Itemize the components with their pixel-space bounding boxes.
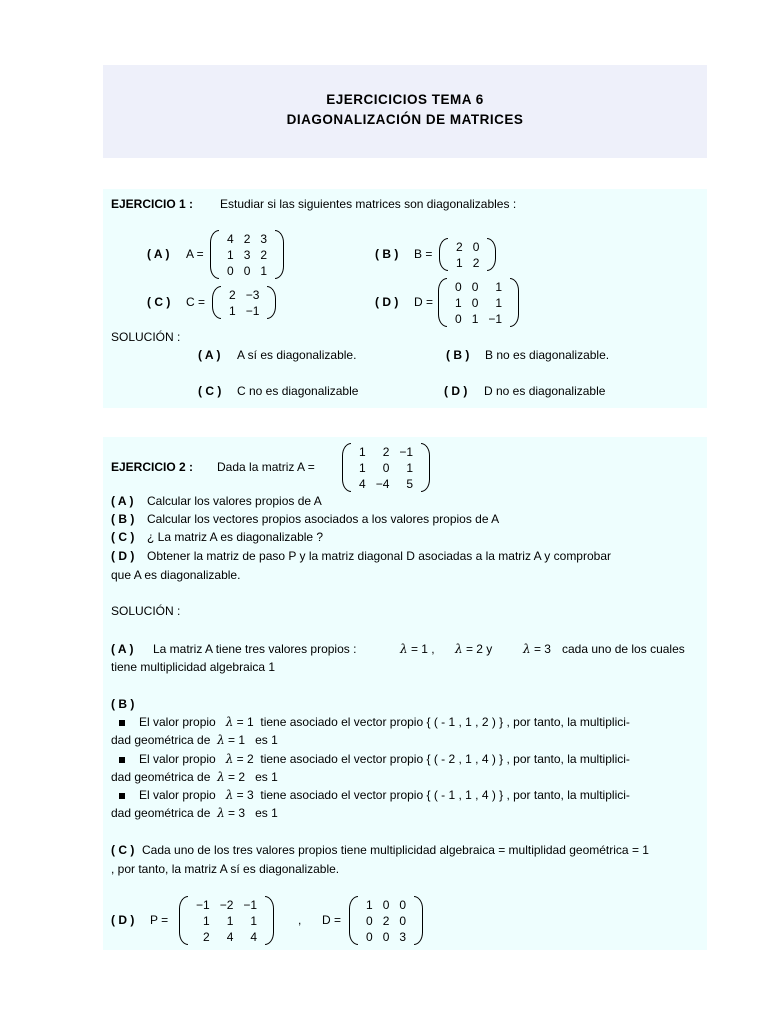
matrix-cell: 2 <box>229 287 236 302</box>
sol2-b-item-2: El valor propio λ = 2 tiene asociado el vector propio { ( - 2 , 1 , 4 ) } , por tanto, la multiplici- <box>119 752 630 766</box>
right-paren <box>421 443 430 492</box>
sol2-a-line2: tiene multiplicidad algebraica 1 <box>111 660 276 674</box>
sol-c-text: C no es diagonalizable <box>237 384 359 398</box>
right-paren <box>267 286 276 319</box>
matrix-cell: 1 <box>495 295 503 310</box>
part-c-tag: ( C ) <box>111 530 135 544</box>
matrix-cell: 0 <box>382 929 390 944</box>
lambda-symbol: λ <box>225 715 234 729</box>
bullet-icon <box>119 720 125 726</box>
lambda-symbol: λ <box>217 806 225 820</box>
matrix-cell: 3 <box>243 247 251 262</box>
matrix-cell: 3 <box>399 929 407 944</box>
matrix-cell: 0 <box>471 295 479 310</box>
matrix-cell: −1 <box>245 303 260 318</box>
sol-a-tag: ( A ) <box>198 348 221 362</box>
sol-a-text: A sí es diagonalizable. <box>237 348 357 362</box>
sol2-c-line2: , por tanto, la matriz A sí es diagonalizable. <box>111 862 340 876</box>
sol-c-tag: ( C ) <box>198 384 222 398</box>
right-paren <box>275 230 284 279</box>
matrix-cell: 1 <box>495 279 503 294</box>
part-b-text: Calcular los vectores propios asociados a los valores propios de A <box>147 512 500 526</box>
matrix-cell: 1 <box>250 913 258 928</box>
matrix-d <box>438 278 519 327</box>
matrix-cell: 0 <box>366 913 373 928</box>
matrix-separator: , <box>298 913 302 927</box>
matrix-cell: 4 <box>359 476 366 491</box>
matrix-cell: 2 <box>203 929 210 944</box>
matrix-d-diagonal <box>349 896 423 945</box>
left-paren <box>349 896 358 945</box>
matrix-cell: 2 <box>382 444 390 459</box>
matrix-cell: 0 <box>399 913 407 928</box>
lambda-symbol: λ <box>225 788 234 802</box>
part-c-text: ¿ La matriz A es diagonalizable ? <box>147 530 324 544</box>
right-paren <box>487 238 496 271</box>
left-paren <box>438 278 447 327</box>
exercise-1-panel <box>103 189 707 408</box>
left-paren <box>179 896 188 945</box>
sol2-a-post: cada uno de los cuales <box>562 642 685 656</box>
matrix-a <box>210 230 284 279</box>
right-paren <box>510 278 519 327</box>
matrix-cell: 1 <box>229 303 236 318</box>
title-panel <box>103 65 707 158</box>
solution-2-label: SOLUCIÓN : <box>111 604 181 618</box>
matrix-cell: 1 <box>260 263 268 278</box>
solution-1-label: SOLUCIÓN : <box>111 330 181 344</box>
bullet-icon <box>119 757 125 763</box>
exercise-2-given: Dada la matriz A = <box>217 460 315 474</box>
item-c-tag: ( C ) <box>147 295 171 309</box>
matrix-cell: 1 <box>455 295 462 310</box>
item-a-tag: ( A ) <box>147 247 170 261</box>
matrix-cell: 0 <box>243 263 251 278</box>
lambda-symbol: λ <box>455 642 463 656</box>
sol2-a-tag: ( A ) <box>111 642 134 656</box>
lambda-symbol: λ <box>225 752 234 766</box>
matrix-cell: 1 <box>359 444 366 459</box>
matrix-p <box>179 896 274 945</box>
matrix-cell: −1 <box>488 311 503 326</box>
matrix-cell: −1 <box>243 897 258 912</box>
matrix-cell: 0 <box>455 311 462 326</box>
part-b-tag: ( B ) <box>111 512 135 526</box>
sol2-b-item-1-cont: dad geométrica de λ = 1 es 1 <box>111 733 278 747</box>
matrix-cell: 2 <box>260 247 268 262</box>
matrix-cell: 1 <box>471 311 479 326</box>
item-d-tag: ( D ) <box>375 295 399 309</box>
matrix-cell: 0 <box>382 897 390 912</box>
sol-d-tag: ( D ) <box>444 384 468 398</box>
sol2-b-tag: ( B ) <box>111 697 135 711</box>
matrix-cell: 4 <box>227 231 234 246</box>
matrix-cell: 0 <box>399 897 407 912</box>
sol2-c-tag: ( C ) <box>111 843 135 857</box>
matrix-b <box>439 238 496 271</box>
item-c-name: C = <box>186 295 206 309</box>
sol-d-text: D no es diagonalizable <box>484 384 606 398</box>
matrix-cell: −2 <box>219 897 234 912</box>
part-d-continuation: que A es diagonalizable. <box>111 568 241 582</box>
item-b-tag: ( B ) <box>375 247 399 261</box>
exercise-1-statement: Estudiar si las siguientes matrices son diagonalizables : <box>220 197 517 211</box>
title-line-2: DIAGONALIZACIÓN DE MATRICES <box>286 112 524 127</box>
matrix-cell: −1 <box>196 897 210 912</box>
right-paren <box>414 896 423 945</box>
matrix-cell: 2 <box>382 913 390 928</box>
matrix-cell: 5 <box>406 476 414 491</box>
matrix-cell: 2 <box>472 255 480 270</box>
exercise-2-label: EJERCICIO 2 : <box>111 460 194 474</box>
matrix-cell: 1 <box>359 460 366 475</box>
lambda-symbol: λ <box>400 642 408 656</box>
item-d-name: D = <box>414 295 434 309</box>
sol2-b-item-3: El valor propio λ = 3 tiene asociado el vector propio { ( - 1 , 1 , 4 ) } , por tanto, la multiplici- <box>119 788 630 802</box>
item-a-name: A = <box>186 247 204 261</box>
matrix-cell: 4 <box>226 929 234 944</box>
matrix-cell: 3 <box>260 231 268 246</box>
part-d-text: Obtener la matriz de paso P y la matriz diagonal D asociadas a la matriz A y comprobar <box>147 549 611 563</box>
matrix-cell: 0 <box>471 279 479 294</box>
matrix-cell: 1 <box>227 247 234 262</box>
matrix-d-name: D = <box>322 913 342 927</box>
sol2-a-pre: La matriz A tiene tres valores propios : <box>153 642 357 656</box>
left-paren <box>212 286 221 319</box>
sol2-a-eigen-2: λ = 2 y <box>455 642 493 656</box>
lambda-symbol: λ <box>217 733 225 747</box>
left-paren <box>210 230 219 279</box>
matrix-cell: 2 <box>243 231 251 246</box>
matrix-cell: −3 <box>245 287 260 302</box>
matrix-cell: 2 <box>456 239 463 254</box>
part-d-tag: ( D ) <box>111 549 135 563</box>
sol2-c-line1: Cada uno de los tres valores propios tiene multiplicidad algebraica = multiplidad geométrica = 1 <box>142 843 649 857</box>
matrix-p-name: P = <box>150 913 169 927</box>
sol2-b-item-1: El valor propio λ = 1 tiene asociado el vector propio { ( - 1 , 1 , 2 ) } , por tanto, la multiplici- <box>119 715 630 729</box>
matrix-cell: 0 <box>366 929 373 944</box>
matrix-cell: 4 <box>250 929 258 944</box>
left-paren <box>342 443 351 492</box>
lambda-symbol: λ <box>523 642 531 656</box>
sol2-a-eigen-1: λ = 1 , <box>400 642 435 656</box>
part-a-text: Calcular los valores propios de A <box>147 494 322 508</box>
matrix-cell: 0 <box>382 460 390 475</box>
sol2-b-item-3-cont: dad geométrica de λ = 3 es 1 <box>111 806 278 820</box>
sol-b-text: B no es diagonalizable. <box>485 348 610 362</box>
lambda-symbol: λ <box>217 770 225 784</box>
sol-b-tag: ( B ) <box>446 348 470 362</box>
matrix-cell: 1 <box>226 913 234 928</box>
matrix-cell: 0 <box>455 279 462 294</box>
bullet-icon <box>119 793 125 799</box>
matrix-cell: 1 <box>366 897 373 912</box>
right-paren <box>265 896 274 945</box>
title-line-1: EJERCICICIOS TEMA 6 <box>326 92 484 107</box>
sol2-a-eigen-3: λ = 3 <box>523 642 551 656</box>
matrix-cell: 1 <box>456 255 463 270</box>
left-paren <box>439 238 448 271</box>
matrix-a-ex2 <box>342 443 430 492</box>
matrix-cell: 0 <box>227 263 234 278</box>
exercise-1-label: EJERCICIO 1 : <box>111 197 194 211</box>
item-b-name: B = <box>414 247 433 261</box>
part-a-tag: ( A ) <box>111 494 134 508</box>
matrix-c <box>212 286 276 319</box>
matrix-cell: 1 <box>406 460 414 475</box>
matrix-cell: 1 <box>203 913 210 928</box>
matrix-cell: −4 <box>375 476 390 491</box>
sol2-b-item-2-cont: dad geométrica de λ = 2 es 1 <box>111 770 278 784</box>
exercise-2-panel <box>103 437 707 950</box>
matrix-cell: −1 <box>399 444 414 459</box>
matrix-cell: 0 <box>472 239 480 254</box>
sol2-d-tag: ( D ) <box>111 913 135 927</box>
